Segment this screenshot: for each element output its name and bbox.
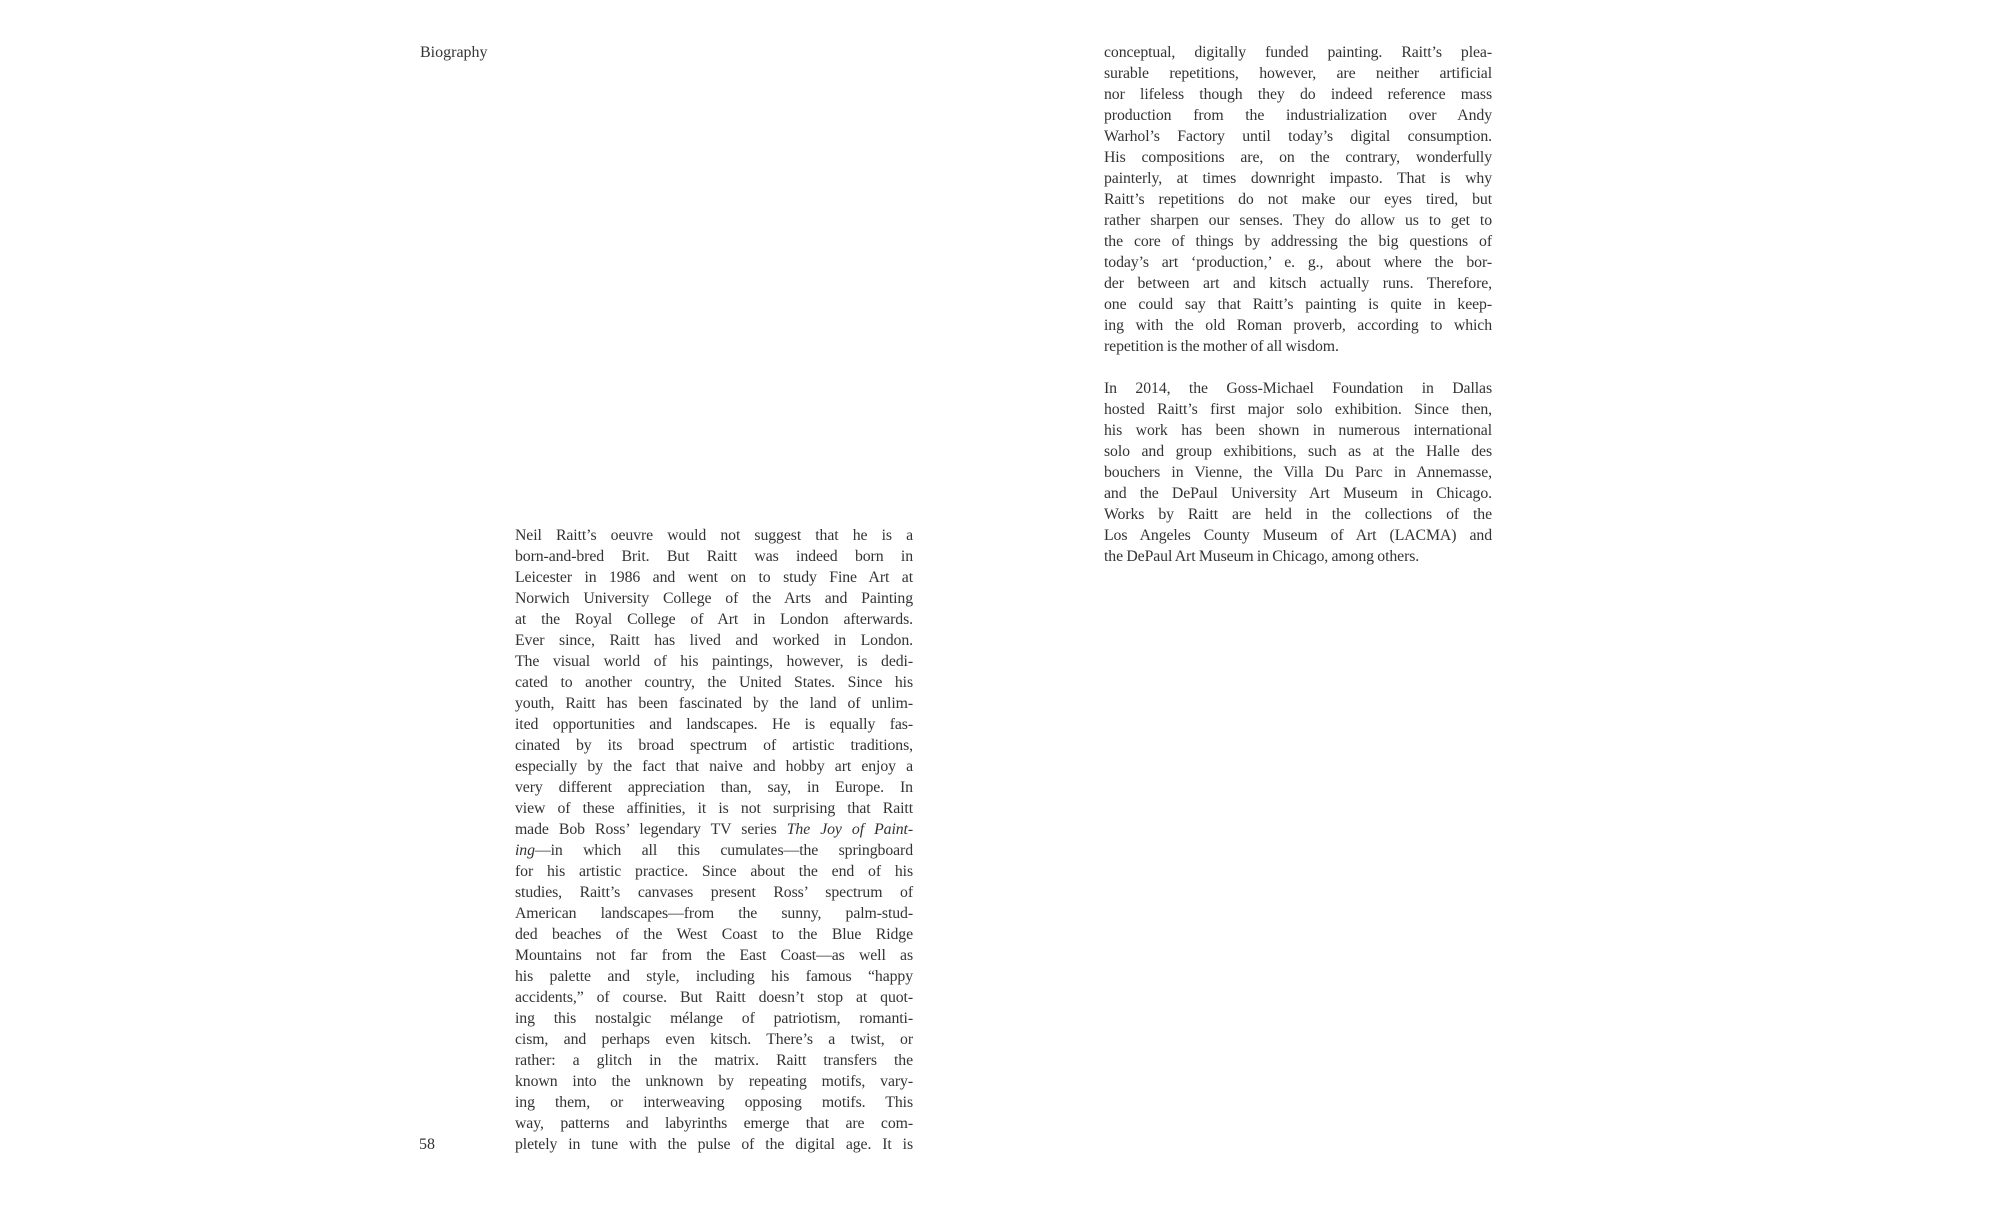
text-line: Ever since, Raitt has lived and worked in London. (515, 632, 913, 649)
text-line: ing with the old Roman proverb, according to which (1104, 317, 1492, 334)
page-header-biography: Biography (420, 44, 488, 61)
text-line: Norwich University College of the Arts and Painting (515, 590, 913, 607)
text-line: conceptual, digitally funded painting. Raitt’s plea- (1104, 44, 1492, 61)
text-line: nor lifeless though they do indeed reference mass (1104, 86, 1492, 103)
text-line: the DePaul Art Museum in Chicago, among others. (1104, 548, 1420, 565)
text-line: youth, Raitt has been fascinated by the land of unlim- (515, 695, 913, 712)
text-line: painterly, at times downright impasto. That is why (1104, 170, 1492, 187)
left-text-column (515, 525, 913, 1155)
text-line: Warhol’s Factory until today’s digital consumption. (1104, 128, 1492, 145)
text-line: ing—in which all this cumulates—the springboard (515, 842, 913, 859)
text-line: for his artistic practice. Since about the end of his (515, 863, 913, 880)
text-line: his work has been shown in numerous international (1104, 422, 1492, 439)
text-line: way, patterns and labyrinths emerge that are com- (515, 1115, 913, 1132)
text-line: Los Angeles County Museum of Art (LACMA) and (1104, 527, 1492, 544)
text-line: ing them, or interweaving opposing motifs. This (515, 1094, 913, 1111)
text-line: pletely in tune with the pulse of the digital age. It is (515, 1136, 913, 1153)
text-line: hosted Raitt’s first major solo exhibition. Since then, (1104, 401, 1492, 418)
text-line: Works by Raitt are held in the collections of the (1104, 506, 1492, 523)
text-line: cinated by its broad spectrum of artistic traditions, (515, 737, 913, 754)
text-line: solo and group exhibitions, such as at the Halle des (1104, 443, 1492, 460)
text-line: Leicester in 1986 and went on to study Fine Art at (515, 569, 913, 586)
text-line: production from the industrialization over Andy (1104, 107, 1492, 124)
text-line: ing this nostalgic mélange of patriotism, romanti- (515, 1010, 913, 1027)
text-line: very different appreciation than, say, in Europe. In (515, 779, 913, 796)
text-line: der between art and kitsch actually runs. Therefore, (1104, 275, 1492, 292)
text-line: made Bob Ross’ legendary TV series The Joy of Paint- (515, 821, 913, 838)
paragraph (515, 525, 913, 1155)
text-line: especially by the fact that naive and hobby art enjoy a (515, 758, 913, 775)
text-line: bouchers in Vienne, the Villa Du Parc in Annemasse, (1104, 464, 1492, 481)
right-text-column (1104, 42, 1492, 567)
text-line: accidents,” of course. But Raitt doesn’t stop at quot- (515, 989, 913, 1006)
text-line: rather sharpen our senses. They do allow us to get to (1104, 212, 1492, 229)
text-line: his palette and style, including his famous “happy (515, 968, 913, 985)
text-line: rather: a glitch in the matrix. Raitt transfers the (515, 1052, 913, 1069)
text-line: ited opportunities and landscapes. He is equally fas- (515, 716, 913, 733)
text-line: born-and-bred Brit. But Raitt was indeed born in (515, 548, 913, 565)
text-line: at the Royal College of Art in London afterwards. (515, 611, 913, 628)
text-line: the core of things by addressing the big questions of (1104, 233, 1492, 250)
text-line: In 2014, the Goss-Michael Foundation in Dallas (1104, 380, 1492, 397)
text-line: The visual world of his paintings, however, is dedi- (515, 653, 913, 670)
paragraph (1104, 378, 1492, 567)
text-line: His compositions are, on the contrary, wonderfully (1104, 149, 1492, 166)
text-line: and the DePaul University Art Museum in Chicago. (1104, 485, 1492, 502)
text-line: Raitt’s repetitions do not make our eyes tired, but (1104, 191, 1492, 208)
text-line: American landscapes—from the sunny, palm-stud- (515, 905, 913, 922)
page-number: 58 (419, 1136, 435, 1153)
text-line: known into the unknown by repeating motifs, vary- (515, 1073, 913, 1090)
text-line: today’s art ‘production,’ e. g., about where the bor- (1104, 254, 1492, 271)
paragraph (1104, 42, 1492, 357)
text-line: cism, and perhaps even kitsch. There’s a twist, or (515, 1031, 913, 1048)
text-line: view of these affinities, it is not surprising that Raitt (515, 800, 913, 817)
text-line: cated to another country, the United States. Since his (515, 674, 913, 691)
text-line: ded beaches of the West Coast to the Blue Ridge (515, 926, 913, 943)
text-line: repetition is the mother of all wisdom. (1104, 338, 1339, 355)
text-line: one could say that Raitt’s painting is quite in keep- (1104, 296, 1492, 313)
text-line: Neil Raitt’s oeuvre would not suggest that he is a (515, 527, 913, 544)
text-line: Mountains not far from the East Coast—as well as (515, 947, 913, 964)
text-line: studies, Raitt’s canvases present Ross’ spectrum of (515, 884, 913, 901)
text-line: surable repetitions, however, are neither artificial (1104, 65, 1492, 82)
